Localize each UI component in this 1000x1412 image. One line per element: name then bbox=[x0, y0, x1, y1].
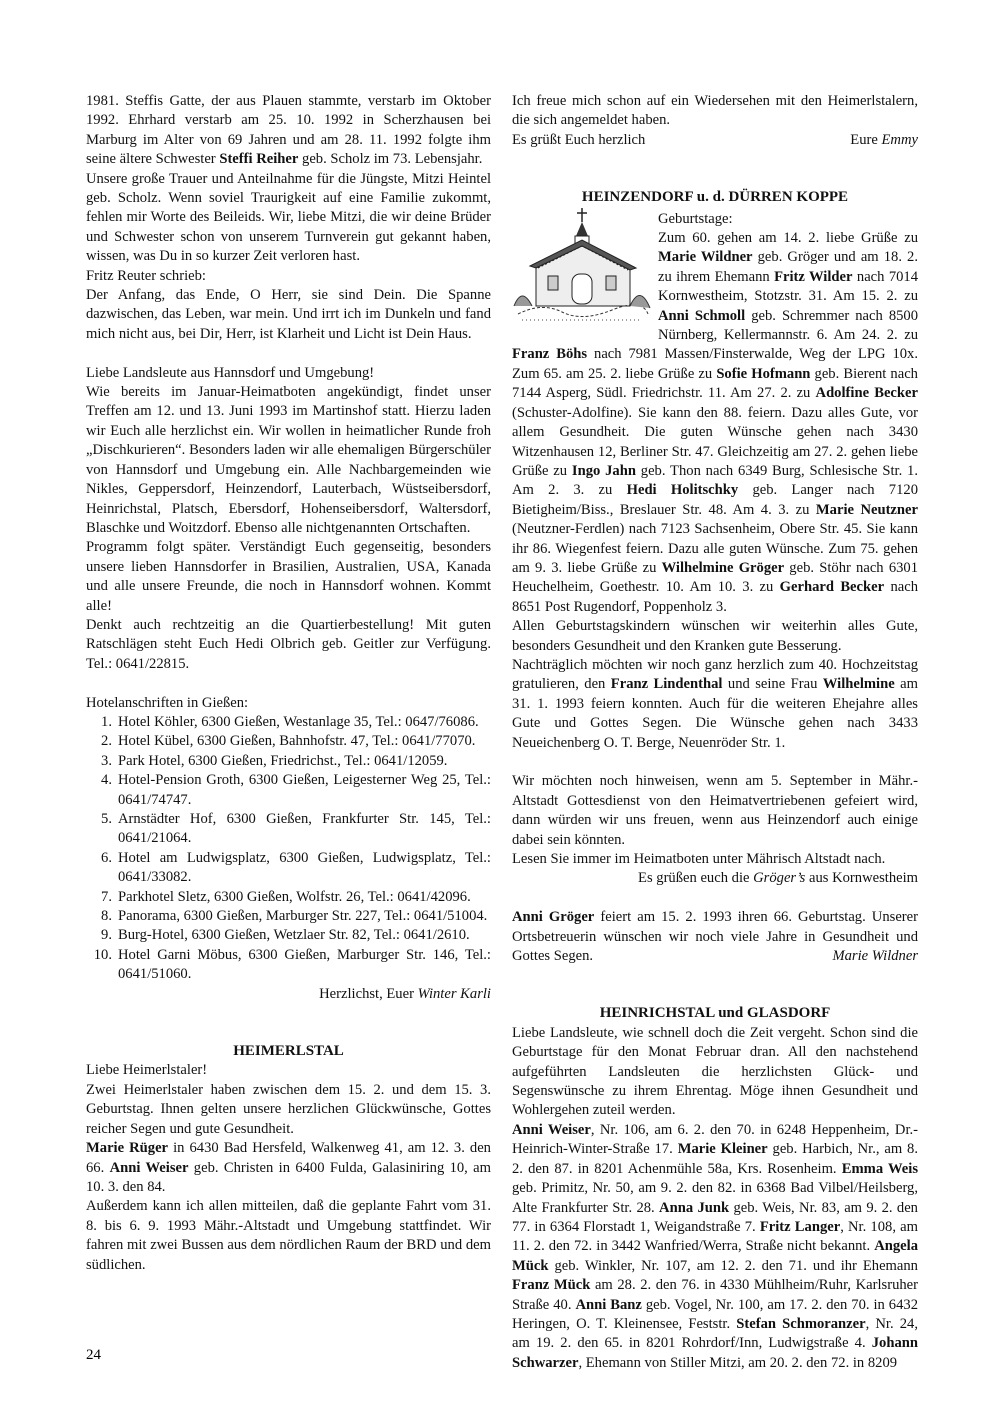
person-name: Franz Lindenthal bbox=[610, 676, 723, 693]
list-item: 7. Parkhotel Sletz, 6300 Gießen, Wolfstr. 26, Tel.: 0641/42096. bbox=[101, 888, 471, 905]
person-name: Stefan Schmoranzer bbox=[736, 1315, 866, 1332]
quote: Der Anfang, das Ende, O Herr, sie sind Dein. Die Spanne dazwischen, das Leben, war mein. Und irrt ich im Dunkeln und fand mich nicht aus, bei Dir, Herr, ist Klarheit und Licht ist Dein Haus. bbox=[86, 287, 491, 342]
person-name: Fritz Langer bbox=[759, 1218, 841, 1235]
hotel-list-title: Hotelanschriften in Gießen: bbox=[86, 694, 249, 711]
greeting: Liebe Landsleute aus Hannsdorf und Umgebung! bbox=[86, 364, 375, 381]
person-name: Anni Banz bbox=[575, 1296, 642, 1313]
person-name: Gerhard Becker bbox=[779, 579, 885, 596]
paragraph: Programm folgt später. Verständigt Euch gegenseitig, besonders unsere lieben Hannsdorfer in Brasilien, Australien, USA, Kanada und alle unsere Freunde, die noch in Hannsdorf wohnen. Kommt alle! bbox=[86, 539, 491, 614]
signature: Herzlichst, Euer Winter Karli bbox=[319, 985, 491, 1002]
person-name: Sofie Hofmann bbox=[716, 365, 811, 382]
person-name: Marie Wildner bbox=[658, 249, 753, 266]
person-name: Anna Junk bbox=[659, 1199, 730, 1216]
hotel-list bbox=[86, 713, 491, 985]
person-name: Marie Kleiner bbox=[677, 1141, 768, 1158]
person-name: Franz Mück bbox=[512, 1277, 591, 1294]
paragraph: Fritz Reuter schrieb: bbox=[86, 267, 206, 284]
right-column bbox=[512, 92, 918, 1373]
person-name: Franz Böhs bbox=[512, 346, 588, 363]
signature: Es grüßen euch die Gröger’s aus Kornwestheim bbox=[638, 870, 918, 887]
person-name: Angela Mück bbox=[512, 1238, 918, 1274]
list-item: 1. Hotel Köhler, 6300 Gießen, Westanlage 35, Tel.: 0647/76086. bbox=[101, 713, 479, 730]
person-name: Marie Rüger bbox=[86, 1140, 169, 1157]
paragraph: Marie Rüger in 6430 Bad Hersfeld, Walkenweg 41, am 12. 3. den 66. Anni Weiser geb. Christen in 6400 Fulda, Galasiniring 10, am 10. 3. den 84. bbox=[86, 1140, 491, 1195]
person-name: Anni Gröger bbox=[512, 909, 595, 926]
person-name: Wilhelmine Gröger bbox=[661, 559, 785, 576]
page-number: 24 bbox=[86, 1347, 101, 1363]
list-item: 9. Burg-Hotel, 6300 Gießen, Wetzlaer Str. 82, Tel.: 0641/2610. bbox=[101, 927, 470, 944]
left-column bbox=[86, 92, 491, 1275]
list-item: 6. Hotel am Ludwigsplatz, 6300 Gießen, Ludwigsplatz, Tel.: 0641/33082. bbox=[101, 849, 491, 886]
paragraph: Unsere große Trauer und Anteilnahme für die Jüngste, Mitzi Heintel geb. Scholz. Wenn soviel Traurigkeit auf eine Familie zukommt, fehlen mir Worte des Beileids. Wir, liebe Mitzi, die wir deine Brüder und Schwester schon von unserem Turnverein gut gekannt haben, wissen, was Du in so kurzer Zeit verloren hast. bbox=[86, 170, 491, 265]
section-heading: HEIMERLSTAL bbox=[233, 1043, 344, 1060]
person-name: Hedi Holitschky bbox=[626, 482, 739, 499]
person-name: Emma Weis bbox=[841, 1160, 919, 1177]
greeting: Liebe Heimerlstaler! bbox=[86, 1062, 208, 1079]
paragraph: 1981. Steffis Gatte, der aus Plauen stammte, verstarb im Oktober 1992. Ehrhard verstarb am 25. 10. 1992 in Scherzhausen bei Marburg im Alter von 69 Jahren und am 28. 11. 1992 folgte ihm seine ältere Schwester Steffi Reiher geb. Scholz im 73. Lebensjahr. bbox=[86, 93, 491, 168]
person-name: Marie Neutzner bbox=[815, 501, 918, 518]
person-name: Wilhelmine bbox=[822, 676, 895, 693]
list-item: 5. Arnstädter Hof, 6300 Gießen, Frankfurter Str. 145, Tel.: 0641/21064. bbox=[101, 811, 491, 847]
paragraph: Allen Geburtstagskindern wünschen wir weiterhin alles Gute, besonders Gesundheit und den Kranken gute Besserung. bbox=[512, 618, 918, 654]
person-name: Steffi Reiher bbox=[219, 151, 299, 168]
person-name: Johann Schwarzer bbox=[512, 1335, 918, 1371]
list-item: 3. Park Hotel, 6300 Gießen, Friedrichst., Tel.: 0641/12059. bbox=[101, 752, 448, 769]
list-item: 8. Panorama, 6300 Gießen, Marburger Str. 227, Tel.: 0641/51004. bbox=[101, 908, 488, 925]
paragraph: Anni Gröger feiert am 15. 2. 1993 ihren 66. Geburtstag. Unserer Ortsbetreuerin wünschen wir noch viele Jahre in Gesundheit und Gottes Segen. Marie Wildner bbox=[512, 908, 918, 966]
paragraph: Außerdem kann ich allen mitteilen, daß die geplante Fahrt vom 31. 8. bis 6. 9. 1993 Mähr.-Altstadt und Umgebung stattfindet. Wir fahren mit zwei Bussen aus dem nördlichen Raum der BRD und dem südlichen. bbox=[86, 1198, 491, 1273]
person-name: Fritz Wilder bbox=[774, 268, 853, 285]
section-heading: HEINRICHSTAL und GLASDORF bbox=[599, 1005, 831, 1022]
paragraph: Nachträglich möchten wir noch ganz herzlich zum 40. Hochzeitstag gratulieren, den Franz Lindenthal und seine Frau Wilhelmine am 31. 1. 1993 feiern konnten. Auch für die weiteren Ehejahre alles Gute und Gottes Segen. Die Wünsche gehen nach 3433 Neueichenberg O. T. Berge, Neuenröder Str. 1. bbox=[512, 656, 918, 751]
person-name: Ingo Jahn bbox=[571, 462, 636, 479]
paragraph: Zwei Heimerlstaler haben zwischen dem 15. 2. und dem 15. 3. Geburtstag. Ihnen gelten unsere herzlichen Glückwünsche, Gottes reicher Segen und gute Gesundheit. bbox=[86, 1081, 491, 1137]
paragraph: Liebe Landsleute, wie schnell doch die Zeit vergeht. Schon sind die Geburtstage für den Monat Februar dran. All den nachstehend aufgeführten Landsleuten die herzlichsten Glück- und Segenswünsche zu ihrem Ehrentag. Möge ihnen Gesundheit und Wohlergehen zuteil werden. bbox=[512, 1024, 918, 1119]
list-item: 4. Hotel-Pension Groth, 6300 Gießen, Leigesterner Weg 25, Tel.: 0641/74747. bbox=[101, 772, 491, 808]
paragraph: Ich freue mich schon auf ein Wiedersehen mit den Heimerlstalern, die sich angemeldet haben. bbox=[512, 93, 918, 129]
signature-line: Es grüßt Euch herzlich Eure Emmy bbox=[512, 131, 918, 148]
paragraph: Wir möchten noch hinweisen, wenn am 5. September in Mähr.-Altstadt Gottesdienst von den Heimatvertriebenen gefeiert wird, dann würden wir uns freuen, wenn aus Heinzendorf auch einige dabei sein könnten. bbox=[512, 773, 918, 848]
paragraph: Geburtstage: bbox=[658, 210, 733, 227]
paragraph: Lesen Sie immer im Heimatboten unter Mährisch Altstadt nach. bbox=[512, 851, 886, 868]
signature: Marie Wildner bbox=[832, 948, 918, 965]
list-item: 2. Hotel Kübel, 6300 Gießen, Bahnhofstr. 47, Tel.: 0641/77070. bbox=[101, 733, 476, 750]
person-name: Anni Schmoll bbox=[658, 307, 746, 324]
paragraph: Wie bereits im Januar-Heimatboten angekündigt, findet unser Treffen am 12. und 13. Juni 1993 im Martinshof statt. Hierzu laden wir Euch alle herzlichst ein. Wir wollen in heimatlicher Runde froh „Dischkurieren“. Besonders laden wir alle ehemaligen Bürgerschüler von Hannsdorf und Umgebung ein. Alle Nachbargemeinden wie Nikles, Geppersdorf, Heinzendorf, Lauterbach, Wüstseibersdorf, Heinrichstal, Platsch, Ebersdorf, Hohenseibersdorf, Waltersdorf, Blaschke und Woitzdorf. Ebenso alle nichtgenannten Ortschaften. bbox=[86, 384, 491, 536]
list-item: 10. Hotel Garni Möbus, 6300 Gießen, Marburger Str. 146, Tel.: 0641/51060. bbox=[93, 946, 491, 983]
church-illustration bbox=[512, 206, 652, 326]
paragraph: Denkt auch rechtzeitig an die Quartierbestellung! Mit guten Ratschlägen steht Euch Hedi Olbrich geb. Geitler zur Verfügung. Tel.: 0641/22815. bbox=[86, 616, 491, 672]
section-heading: HEINZENDORF u. d. DÜRREN KOPPE bbox=[581, 189, 849, 206]
person-name: Anni Weiser bbox=[109, 1159, 189, 1176]
person-name: Anni Weiser bbox=[512, 1121, 591, 1138]
birthday-list: Zum 60. gehen am 14. 2. liebe Grüße zu Marie Wildner geb. Gröger und am 18. 2. zu ihrem Ehemann Fritz Wilder nach 7014 Kornwestheim, Stotzstr. 31. Am 15. 2. zu Anni Schmoll geb. Schremmer nach 8500 Nürnberg, Kellermannstr. 6. Am 24. 2. zu Franz Böhs nach 7981 Massen/Finsterwalde, Weg der LPG 10x. Zum 65. am 25. 2. liebe Grüße zu Sofie Hofmann geb. Bierent nach 7144 Asperg, Südl. Friedrichstr. 11. Am 27. 2. zu Adolfine Becker (Schuster-Adolfine). Sie kann den 88. feiern. Dazu alles Gute, vor allem Gesundheit. Die guten Wünsche gehen nach 3430 Witzenhausen 12, Berliner Str. 47. Gleichzeitig am 27. 2. gehen liebe Grüße zu Ingo Jahn geb. Thon nach 6349 Burg, Schlesische Str. 1. Am 2. 3. zu Hedi Holitschky geb. Langer nach 7120 Bietigheim/Biss., Breslauer Str. 48. Am 4. 3. zu Marie Neutzner (Neutzner-Ferdlen) nach 7123 Sachsenheim, Obere Str. 45. Sie kann ihr 86. Wiegenfest feiern. Dazu alle guten Wünsche. Zum 75. gehen am 9. 3. liebe Grüße zu Wilhelmine Gröger geb. Stöhr nach 6301 Heuchelheim, Goethestr. 10. Am 10. 3. zu Gerhard Becker nach 8651 Post Rugendorf, Poppenholz 3. bbox=[512, 230, 919, 615]
birthday-list: Anni Weiser, Nr. 106, am 6. 2. den 70. in 6248 Heppenheim, Dr.-Heinrich-Winter-Straße 17. Marie Kleiner geb. Harbich, Nr., am 8. 2. den 87. in 8201 Achenmühle 58a, Krs. Rosenheim. Emma Weis geb. Primitz, Nr. 50, am 9. 2. den 82. in 6368 Bad Vilbel/Heilsberg, Alte Frankfurter Str. 28. Anna Junk geb. Weis, Nr. 83, am 9. 2. den 77. in 6364 Florstadt 1, Weigandstraße 7. Fritz Langer, Nr. 108, am 11. 2. den 72. in 3442 Wanfried/Werra, Straße nicht bekannt. Angela Mück geb. Winkler, Nr. 107, am 12. 2. den 71. und ihr Ehemann Franz Mück am 28. 2. den 76. in 4330 Mühlheim/Ruhr, Karlsruher Straße 40. Anni Banz geb. Vogel, Nr. 100, am 17. 2. den 70. in 6432 Heringen, O. T. Kleinensee, Feststr. Stefan Schmoranzer, Nr. 24, am 19. 2. den 65. in 8201 Rohrdorf/Inn, Ludwigstraße 4. Johann Schwarzer, Ehemann von Stiller Mitzi, am 20. 2. den 72. in 8209 bbox=[512, 1121, 919, 1371]
person-name: Adolfine Becker bbox=[815, 385, 918, 402]
